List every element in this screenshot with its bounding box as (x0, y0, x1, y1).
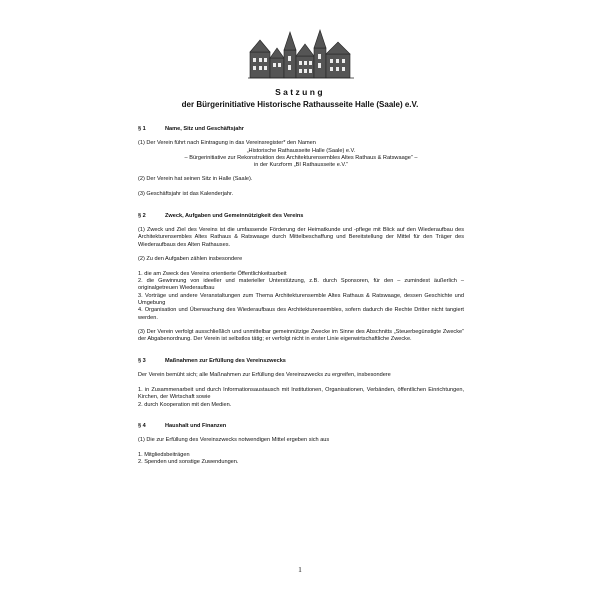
paragraph: (2) Zu den Aufgaben zählen insbesondere (138, 256, 243, 263)
club-name-line: „Historische Rathausseite Halle (Saale) e.V. (246, 147, 356, 154)
club-name-line: in der Kurzform „BI Rathausseite e.V.“ (254, 162, 348, 169)
section-heading-4 (138, 423, 464, 430)
document-subtitle: der Bürgerinitiative Historische Rathausseite Halle (Saale) e.V. (181, 100, 419, 109)
document-body (138, 126, 464, 467)
section-title: Zweck, Aufgaben und Gemeinnützigkeit des Vereins (165, 212, 304, 219)
section-title: Maßnahmen zur Erfüllung des Vereinszwecks (165, 358, 286, 365)
paragraph: (2) Der Verein hat seinen Sitz in Halle (Saale). (138, 176, 253, 183)
paragraph: (1) Die zur Erfüllung des Vereinszwecks notwendigen Mittel ergeben sich aus (138, 437, 330, 444)
section-heading-1 (138, 126, 464, 133)
list-item: 1. die am Zweck des Vereins orientierte Öffentlichkeitsarbeit (138, 270, 287, 277)
paragraph: Der Verein bemüht sich; alle Maßnahmen zur Erfüllung des Vereinszwecks zu ergreifen, insbesondere (138, 372, 391, 379)
list-item: 2. Spenden und sonstige Zuwendungen. (138, 459, 239, 466)
section-heading-2 (138, 213, 464, 220)
page-number: 1 (298, 565, 302, 574)
paragraph: (1) Zweck und Ziel des Vereins ist die umfassende Förderung der Heimatkunde und -pflege mit Blick auf den Wiederaufbau des Architekturensembles Altes Rathaus & Ratswaage durch Mittelbeschaffung und Bereitstellung der Mittel für den Träger des Wiederaufbaus des Alten Rathauses. (138, 226, 464, 248)
list-item: 4. Organisation und Überwachung des Wiederaufbaus des Architekturensembles, sofern dadurch die Rechte Dritter nicht tangiert werden. (138, 307, 464, 321)
club-name-line: – Bürgerinitiative zur Rekonstruktion des Architekturensembles Altes Rathaus & Ratswaage“ – (184, 154, 418, 161)
paragraph: (3) Geschäftsjahr ist das Kalenderjahr. (138, 191, 234, 198)
paragraph: (3) Der Verein verfolgt ausschließlich und unmittelbar gemeinnützige Zwecke im Sinne des Abschnitts „Steuerbegünstigte Zwecke“ der Abgabenordnung. Der Verein ist selbstlos tätig; er verfolgt nicht in erster Linie eigenwirtschaftliche Zwecke. (138, 329, 464, 343)
section-title: Name, Sitz und Geschäftsjahr (165, 126, 244, 132)
section-number: § 4 (138, 423, 146, 430)
section-heading-3 (138, 358, 464, 365)
section-number: § 1 (138, 126, 146, 132)
section-number: § 3 (138, 358, 146, 365)
section-title: Haushalt und Finanzen (165, 423, 227, 430)
paragraph: (1) Der Verein führt nach Eintragung in das Vereinsregister* den Namen (138, 140, 316, 147)
list-item: 3. Vorträge und andere Veranstaltungen zum Thema Architekturensemble Altes Rathaus & Ratswaage, dessen Geschichte und Umgebung (138, 292, 464, 306)
list-item: 2. die Gewinnung von ideeller und materieller Unterstützung, z.B. durch Sponsoren, für den – zumindest äußerlich – originalgetreuen Wiederaufbau (138, 278, 464, 292)
list-item: 1. in Zusammenarbeit und durch Informationsaustausch mit Institutionen, Organisationen, Verbänden, öffentlichen Einrichtungen, Kirchen, der Wirtschaft sowie (138, 386, 464, 401)
document-title: Satzung (275, 87, 325, 97)
list-item: 2. durch Kooperation mit den Medien. (138, 401, 232, 408)
section-number: § 2 (138, 212, 146, 219)
list-item: 1. Mitgliedsbeiträgen (138, 451, 190, 458)
town-hall-logo (248, 28, 354, 80)
